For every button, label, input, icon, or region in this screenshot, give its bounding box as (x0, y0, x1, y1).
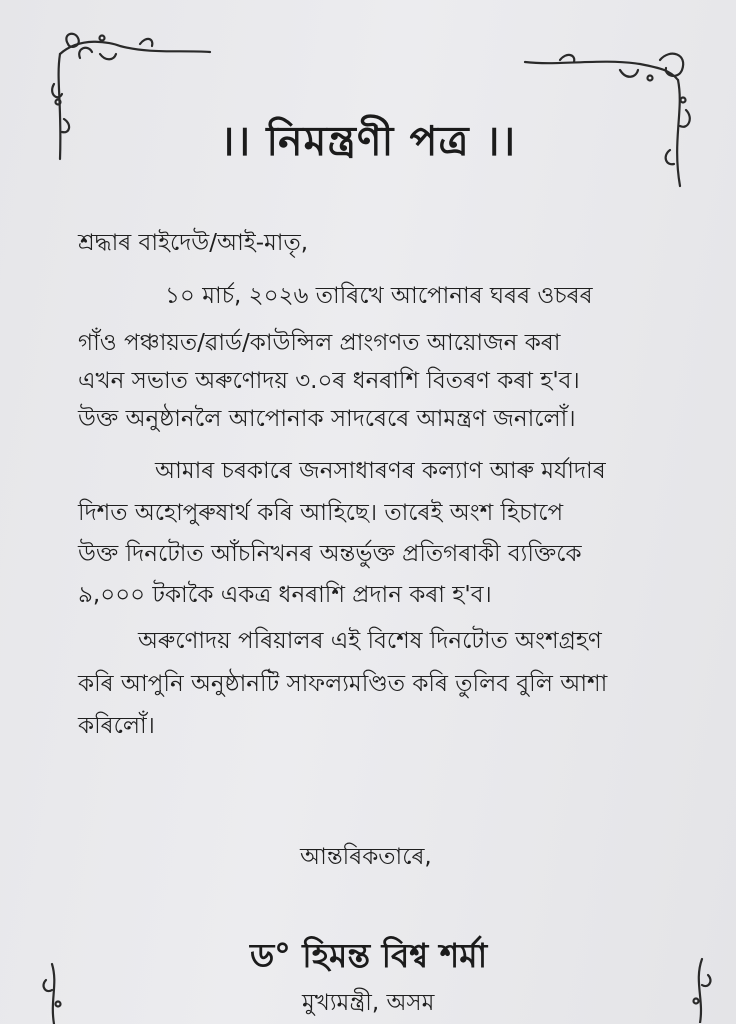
body-line: অৰুণোদয় পৰিয়ালৰ এই বিশেষ দিনটোত অংশগ্ৰহণ (138, 628, 602, 654)
body-line: গাঁও পঞ্চায়ত/ৱাৰ্ড/কাউন্সিল প্ৰাংগণত আয়োজন কৰা (78, 330, 561, 356)
invitation-title: ।। নিমন্ত্ৰণী পত্ৰ ।। (219, 117, 517, 165)
corner-flourish-icon (680, 955, 720, 1023)
body-line: ১০ মাৰ্চ, ২০২৬ তাৰিখে আপোনাৰ ঘৰৰ ওচৰৰ (165, 283, 593, 309)
body-line: ৯,০০০ টকাকৈ একত্ৰ ধনৰাশি প্ৰদান কৰা হ'ব। (78, 582, 492, 608)
body-line: দিশত অহোপুৰুষাৰ্থ কৰি আহিছে। তাৰেই অংশ হিচাপে (78, 500, 564, 526)
closing: আন্তৰিকতাৰে, (300, 844, 432, 870)
body-line: উক্ত অনুষ্ঠানলৈ আপোনাক সাদৰেৰে আমন্ত্ৰণ জনালোঁ। (78, 406, 576, 432)
body-line: উক্ত দিনটোত আঁচনিখনৰ অন্তৰ্ভুক্ত প্ৰতিগৰাকী ব্যক্তিকে (78, 541, 582, 567)
designation: মুখ্যমন্ত্ৰী, অসম (302, 990, 435, 1016)
body-line: আমাৰ চৰকাৰে জনসাধাৰণৰ কল্যাণ আৰু মৰ্যাদাৰ (155, 458, 606, 484)
corner-flourish-icon (34, 960, 74, 1024)
signature-name: ড° হিমন্ত বিশ্ব শৰ্মা (250, 936, 488, 975)
body-line: এখন সভাত অৰুণোদয় ৩.০ৰ ধনৰাশি বিতৰণ কৰা হ'ব। (78, 368, 580, 394)
body-line: কৰি আপুনি অনুষ্ঠানটি সাফল্যমণ্ডিত কৰি তুলিব বুলি আশা (78, 671, 608, 697)
salutation: শ্ৰদ্ধাৰ বাইদেউ/আই-মাতৃ, (78, 230, 309, 256)
body-line: কৰিলোঁ। (78, 713, 155, 739)
